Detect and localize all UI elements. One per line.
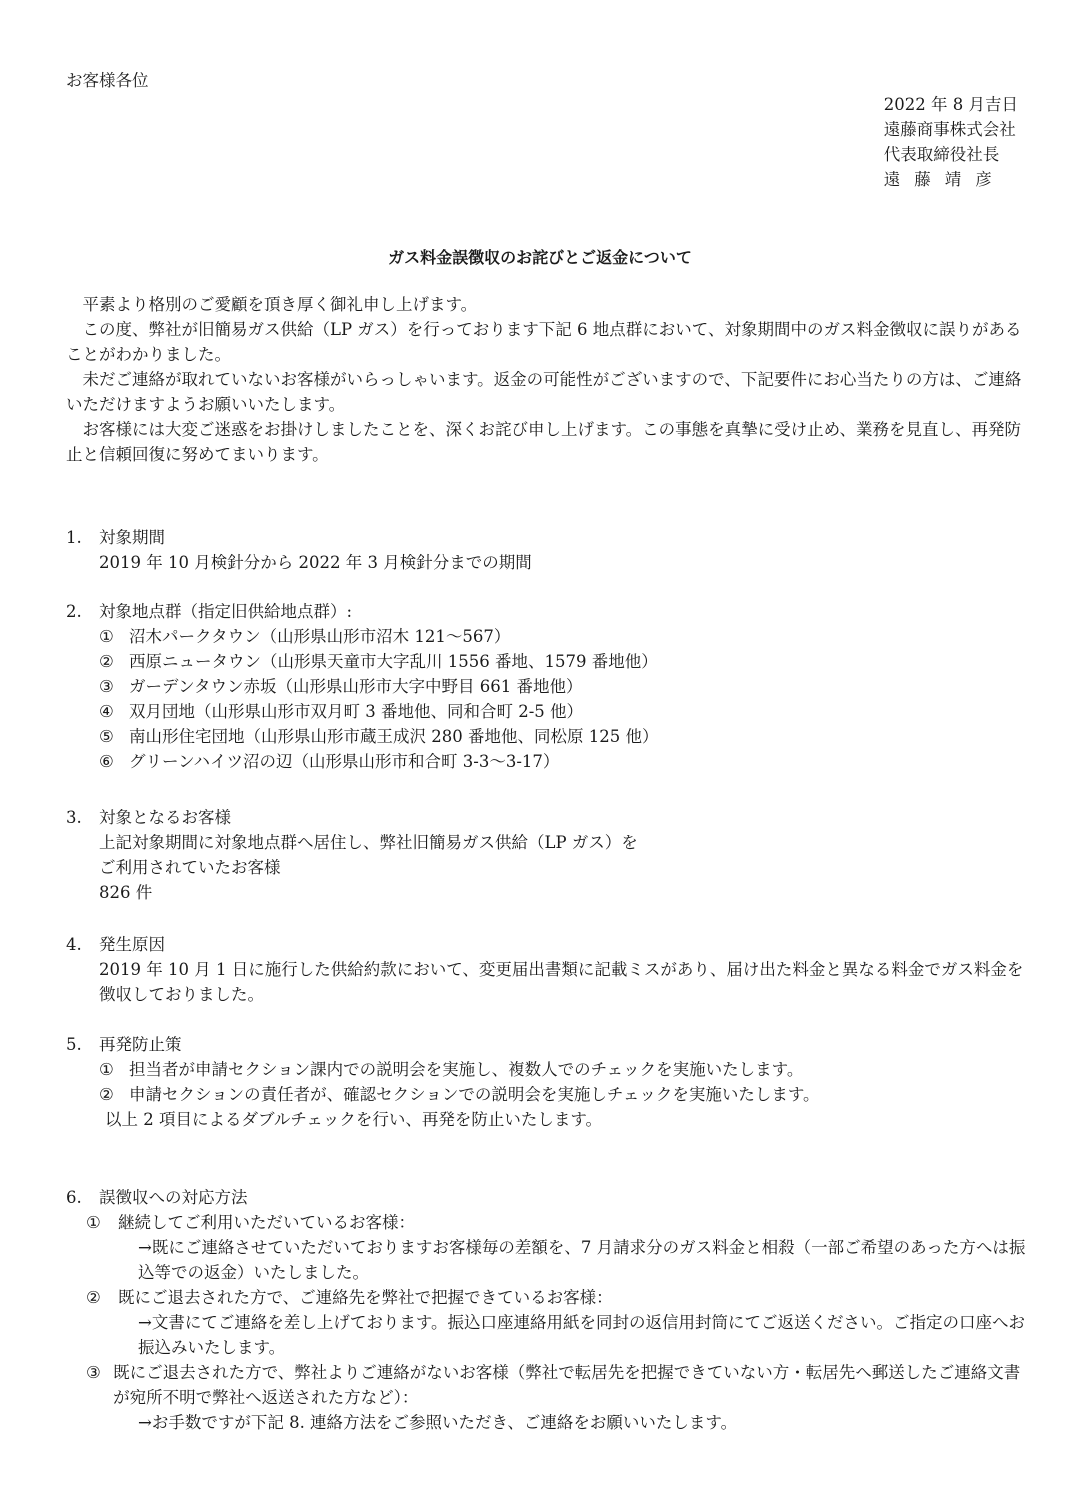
item-text: グリーンハイツ沼の辺（山形県山形市和合町 3-3～3-17） (129, 752, 560, 771)
section-summary: 以上 2 項目によるダブルチェックを行い、再発を防止いたします。 (105, 1110, 603, 1129)
document-title: ガス料金誤徴収のお詫びとご返金について (388, 248, 692, 267)
section-prevention (66, 1032, 1026, 1132)
issue-date: 2022 年 8 月吉日 (883, 95, 1018, 114)
company-name: 遠藤商事株式会社 (883, 120, 1016, 139)
section-number: 4. (66, 935, 82, 954)
item-text: 双月団地（山形県山形市双月町 3 番地他、同和合町 2-5 他） (129, 702, 584, 721)
section-text: 2019 年 10 月 1 日に施行した供給約款において、変更届出書類に記載ミスがあり、届け出た料金と異なる料金でガス料金を徴収しておりました。 (99, 960, 1024, 1004)
section-number: 6. (66, 1188, 82, 1207)
representative-name: 遠藤靖彦 (883, 170, 1006, 189)
section-target-period (66, 525, 1026, 575)
list-item (99, 724, 1026, 749)
item-marker: ③ (86, 1363, 101, 1382)
item-text: 継続してご利用いただいているお客様： (118, 1213, 415, 1232)
item-marker: ⑤ (99, 727, 114, 746)
item-text: 既にご退去された方で、弊社よりご連絡がないお客様（弊社で転居先を把握できていない方・転居先へ郵送したご連絡文書が宛所不明で弊社へ返送された方など）： (113, 1363, 1021, 1407)
list-item (99, 749, 1026, 774)
item-text: 西原ニュータウン（山形県天童市大字乱川 1556 番地、1579 番地他） (129, 652, 658, 671)
section-number: 5. (66, 1035, 82, 1054)
intro-paragraph: 未だご連絡が取れていないお客様がいらっしゃいます。返金の可能性がございますので、下記要件にお心当たりの方は、ご連絡いただけますようお願いいたします。 (66, 370, 1022, 414)
item-note: →お手数ですが下記 8. 連絡方法をご参照いただき、ご連絡をお願いいたします。 (138, 1413, 738, 1432)
intro-paragraph: お客様には大変ご迷惑をお掛けしましたことを、深くお詫び申し上げます。この事態を真摯に受け止め、業務を見直し、再発防止と信頼回復に努めてまいります。 (66, 420, 1022, 464)
item-marker: ④ (99, 702, 114, 721)
item-note: →既にご連絡させていただいておりますお客様毎の差額を、7 月請求分のガス料金と相殺（一部ご希望のあった方へは振込等での返金）いたしました。 (138, 1238, 1026, 1282)
customer-count: 826 件 (99, 883, 153, 902)
item-text: ガーデンタウン赤坂（山形県山形市大字中野目 661 番地他） (129, 677, 583, 696)
section-number: 1. (66, 528, 82, 547)
section-text: 上記対象期間に対象地点群へ居住し、弊社旧簡易ガス供給（LP ガス）を (99, 833, 638, 852)
section-response (66, 1185, 1026, 1435)
list-item (99, 1082, 1026, 1107)
list-item (66, 1210, 1026, 1235)
list-item (66, 1285, 1026, 1310)
list-item (99, 699, 1026, 724)
intro-paragraphs (66, 292, 1026, 467)
item-marker: ② (99, 1085, 114, 1104)
section-title: 対象期間 (99, 528, 165, 547)
item-marker: ⑥ (99, 752, 114, 771)
section-text: ご利用されていたお客様 (99, 858, 281, 877)
list-item (66, 1360, 1026, 1410)
addressee: お客様各位 (66, 71, 149, 90)
section-text: 2019 年 10 月検針分から 2022 年 3 月検針分までの期間 (99, 553, 532, 572)
representative-title: 代表取締役社長 (883, 145, 1000, 164)
section-number: 3. (66, 808, 82, 827)
section-title: 誤徴収への対応方法 (99, 1188, 248, 1207)
item-marker: ① (99, 1060, 114, 1079)
item-marker: ② (86, 1288, 101, 1307)
section-title: 対象となるお客様 (99, 808, 231, 827)
section-title: 発生原因 (99, 935, 165, 954)
item-text: 申請セクションの責任者が、確認セクションでの説明会を実施しチェックを実施いたします。 (129, 1085, 820, 1104)
item-text: 既にご退去された方で、ご連絡先を弊社で把握できているお客様： (118, 1288, 613, 1307)
list-item (99, 624, 1026, 649)
section-target-areas (66, 599, 1026, 774)
sender-block (884, 92, 1018, 192)
intro-paragraph: この度、弊社が旧簡易ガス供給（LP ガス）を行っております下記 6 地点群において、対象期間中のガス料金徴収に誤りがあることがわかりました。 (66, 320, 1022, 364)
item-text: 沼木パークタウン（山形県山形市沼木 121～567） (129, 627, 511, 646)
section-cause (66, 932, 1026, 1007)
section-title: 対象地点群（指定旧供給地点群）: (99, 602, 353, 621)
section-number: 2. (66, 602, 82, 621)
item-marker: ③ (99, 677, 114, 696)
list-item (99, 674, 1026, 699)
section-title: 再発防止策 (99, 1035, 182, 1054)
item-text: 担当者が申請セクション課内での説明会を実施し、複数人でのチェックを実施いたします。 (129, 1060, 804, 1079)
list-item (99, 649, 1026, 674)
item-marker: ① (86, 1213, 101, 1232)
item-note: →文書にてご連絡を差し上げております。振込口座連絡用紙を同封の返信用封筒にてご返送ください。ご指定の口座へお振込みいたします。 (138, 1313, 1026, 1357)
intro-paragraph: 平素より格別のご愛顧を頂き厚く御礼申し上げます。 (82, 295, 478, 314)
item-marker: ① (99, 627, 114, 646)
section-target-customers (66, 805, 1026, 905)
item-marker: ② (99, 652, 114, 671)
list-item (99, 1057, 1026, 1082)
item-text: 南山形住宅団地（山形県山形市蔵王成沢 280 番地他、同松原 125 他） (129, 727, 659, 746)
